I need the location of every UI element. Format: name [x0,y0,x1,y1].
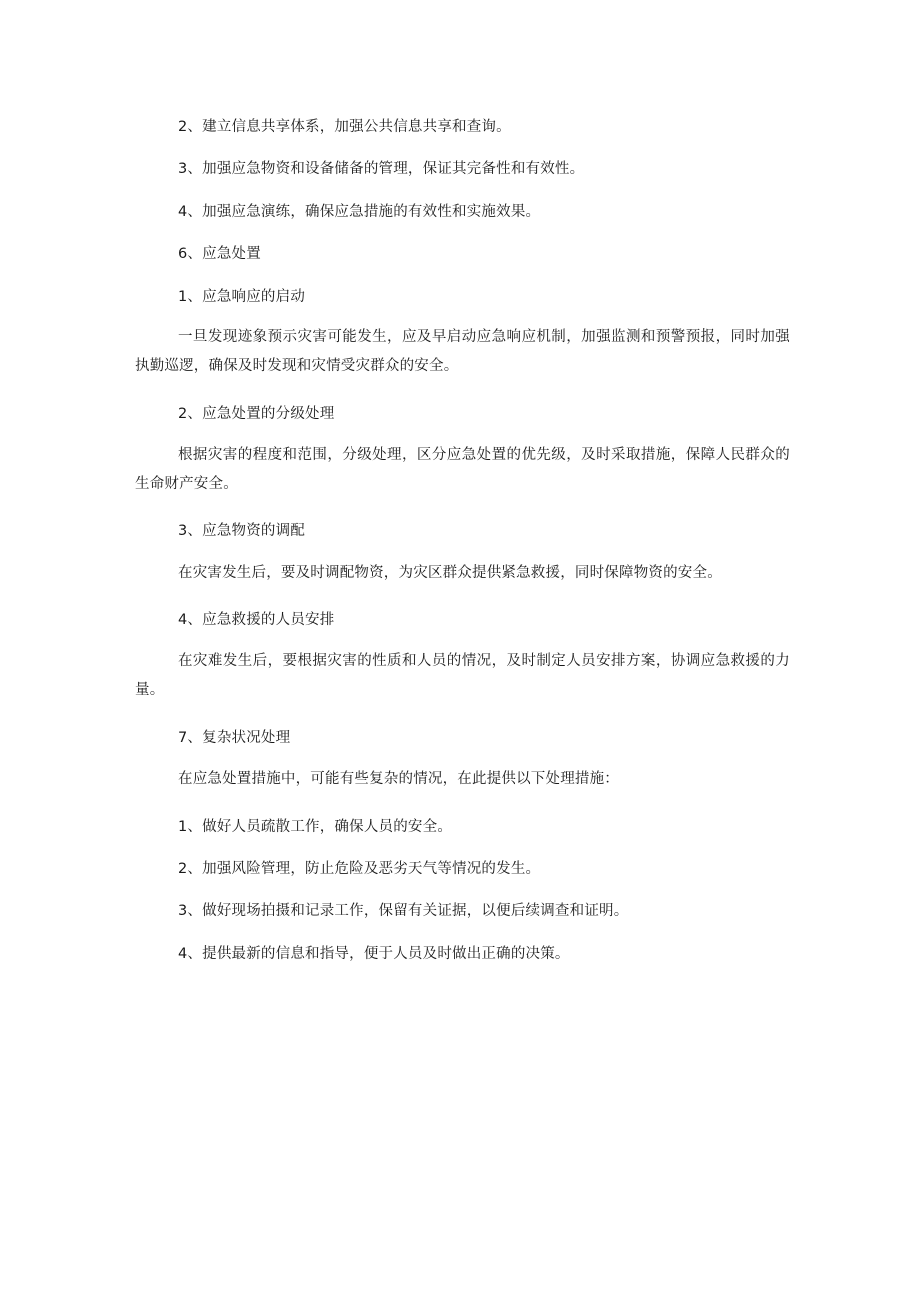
list-item-supply-management: 3、加强应急物资和设备储备的管理，保证其完备性和有效性。 [178,161,585,177]
list-item-info-sharing: 2、建立信息共享体系，加强公共信息共享和查询。 [178,119,511,135]
subheading-graded-handling: 2、应急处置的分级处理 [178,406,335,422]
paragraph-graded-handling: 根据灾害的程度和范围，分级处理，区分应急处置的优先级，及时采取措施，保障人民群众的生命财产安全。 [135,447,790,492]
list-item-provide-information: 4、提供最新的信息和指导，便于人员及时做出正确的决策。 [178,946,570,962]
subheading-rescue-personnel: 4、应急救援的人员安排 [178,612,335,628]
paragraph-response-activation: 一旦发现迹象预示灾害可能发生，应及早启动应急响应机制，加强监测和预警预报，同时加强执勤巡逻，确保及时发现和灾情受灾群众的安全。 [135,329,790,374]
subheading-supply-allocation: 3、应急物资的调配 [178,523,306,539]
section-heading-emergency-response: 6、应急处置 [178,246,261,262]
list-item-evacuation: 1、做好人员疏散工作，确保人员的安全。 [178,819,453,835]
list-item-record-evidence: 3、做好现场拍摄和记录工作，保留有关证据，以便后续调查和证明。 [178,903,629,919]
subheading-response-activation: 1、应急响应的启动 [178,289,306,305]
paragraph-supply-allocation: 在灾害发生后，要及时调配物资，为灾区群众提供紧急救援，同时保障物资的安全。 [178,565,722,581]
list-item-emergency-drill: 4、加强应急演练，确保应急措施的有效性和实施效果。 [178,204,541,220]
paragraph-complex-situations: 在应急处置措施中，可能有些复杂的情况，在此提供以下处理措施： [178,771,619,787]
list-item-risk-management: 2、加强风险管理，防止危险及恶劣天气等情况的发生。 [178,861,541,877]
paragraph-rescue-personnel: 在灾难发生后，要根据灾害的性质和人员的情况，及时制定人员安排方案，协调应急救援的力量。 [135,653,790,698]
section-heading-complex-situations: 7、复杂状况处理 [178,730,291,746]
